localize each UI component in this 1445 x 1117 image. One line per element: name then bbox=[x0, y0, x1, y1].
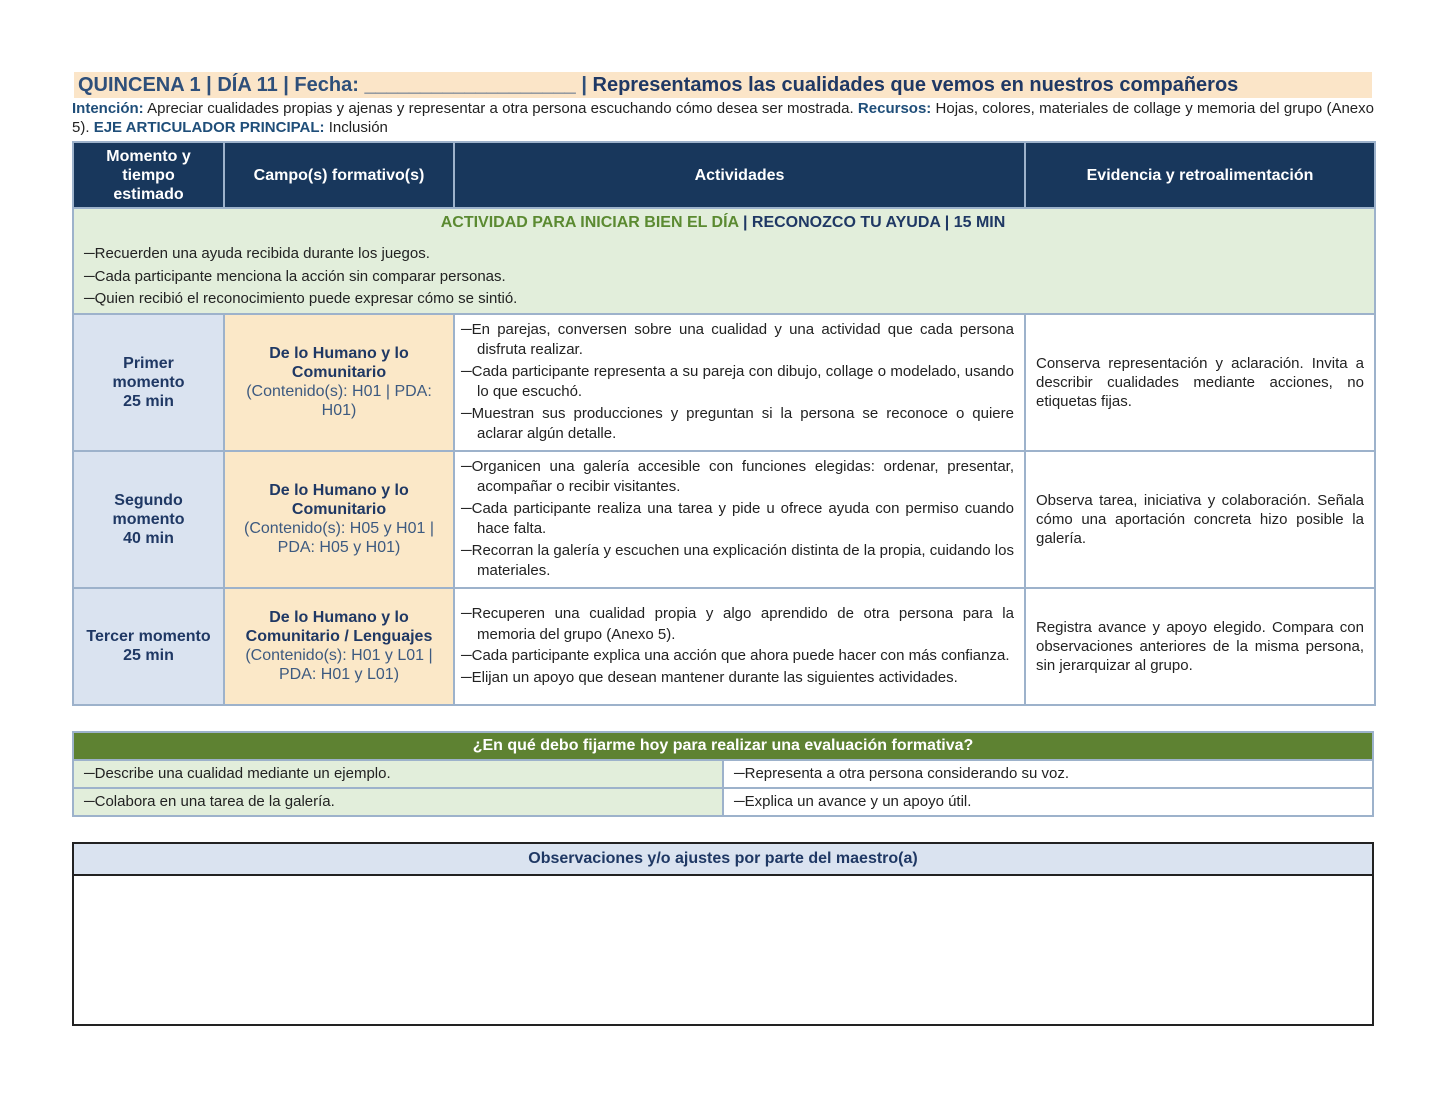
opening-row bbox=[73, 208, 1375, 314]
evaluation-item: ─Representa a otra persona considerando su voz. bbox=[723, 760, 1373, 788]
activity-item: ─Muestran sus producciones y preguntan si la persona se reconoce o quiere aclarar algún detalle. bbox=[461, 404, 1014, 442]
observations-title: Observaciones y/o ajustes por parte del maestro(a) bbox=[73, 843, 1373, 875]
intro-paragraph bbox=[72, 99, 1374, 137]
intencion-text: Apreciar cualidades propias y ajenas y representar a otra persona escuchando cómo desea ser mostrada. bbox=[143, 100, 858, 117]
header-evidencia: Evidencia y retroalimentación bbox=[1025, 142, 1375, 208]
eje-label: EJE ARTICULADOR PRINCIPAL: bbox=[93, 119, 325, 136]
campo-cell bbox=[224, 314, 454, 451]
title-main: Representamos las cualidades que vemos en nuestros compañeros bbox=[592, 74, 1239, 96]
moment-cell: Primer momento 25 min bbox=[73, 314, 224, 451]
opening-activity bbox=[73, 208, 1375, 314]
observations-body-row bbox=[73, 875, 1373, 1025]
activity-item: ─Cada participante explica una acción que ahora puede hacer con más confianza. bbox=[461, 647, 1010, 664]
evaluation-title: ¿En qué debo fijarme hoy para realizar una evaluación formativa? bbox=[73, 732, 1373, 760]
header-actividades: Actividades bbox=[454, 142, 1025, 208]
opening-line: ─Quien recibió el reconocimiento puede expresar cómo se sintió. bbox=[84, 290, 518, 307]
evaluation-row bbox=[73, 760, 1373, 788]
table-row bbox=[73, 588, 1375, 705]
evaluation-header-row bbox=[73, 732, 1373, 760]
recursos-label: Recursos: bbox=[857, 100, 932, 117]
opening-line: ─Recuerden una ayuda recibida durante los juegos. bbox=[84, 245, 430, 262]
eje-text: Inclusión bbox=[324, 119, 388, 136]
evidence-cell: Observa tarea, iniciativa y colaboración. Señala cómo una aportación concreta hizo posible la galería. bbox=[1025, 451, 1375, 588]
moment-cell: Tercer momento 25 min bbox=[73, 588, 224, 705]
evaluation-item: ─Colabora en una tarea de la galería. bbox=[73, 788, 723, 816]
opening-title-green: ACTIVIDAD PARA INICIAR BIEN EL DÍA bbox=[440, 214, 739, 231]
activities-cell bbox=[454, 451, 1025, 588]
activities-table bbox=[72, 141, 1376, 706]
table-row bbox=[73, 314, 1375, 451]
activity-item: ─Cada participante representa a su pareja con dibujo, collage o modelado, usando lo que escuchó. bbox=[461, 362, 1014, 400]
title-prefix: QUINCENA 1 | DÍA 11 | Fecha: ___________________ | bbox=[78, 74, 593, 96]
table-row bbox=[73, 451, 1375, 588]
intencion-label: Intención: bbox=[72, 100, 144, 117]
campo-name: De lo Humano y lo Comunitario / Lenguajes bbox=[245, 609, 433, 645]
activity-item: ─Elijan un apoyo que desean mantener durante las siguientes actividades. bbox=[461, 668, 958, 686]
observations-table bbox=[72, 842, 1374, 1026]
campo-cell bbox=[224, 451, 454, 588]
campo-name: De lo Humano y lo Comunitario bbox=[269, 482, 409, 518]
opening-title bbox=[84, 213, 1362, 233]
opening-line: ─Cada participante menciona la acción sin comparar personas. bbox=[84, 267, 506, 285]
observations-header-row bbox=[73, 843, 1373, 875]
campo-cell bbox=[224, 588, 454, 705]
activity-item: ─Recuperen una cualidad propia y algo aprendido de otra persona para la memoria del grupo (Anexo 5). bbox=[461, 605, 1014, 643]
header-campo: Campo(s) formativo(s) bbox=[224, 142, 454, 208]
activity-item: ─En parejas, conversen sobre una cualidad y una actividad que cada persona disfruta realizar. bbox=[461, 320, 1014, 358]
campo-name: De lo Humano y lo Comunitario bbox=[269, 345, 409, 381]
observations-text-area[interactable] bbox=[73, 875, 1373, 1025]
moment-cell: Segundo momento 40 min bbox=[73, 451, 224, 588]
evidence-cell: Registra avance y apoyo elegido. Compara con observaciones anteriores de la misma persona, sin jerarquizar al grupo. bbox=[1025, 588, 1375, 705]
activities-cell bbox=[454, 588, 1025, 705]
header-momento: Momento y tiempo estimado bbox=[73, 142, 224, 208]
table-header-row bbox=[73, 142, 1375, 208]
evaluation-item: ─Describe una cualidad mediante un ejemplo. bbox=[73, 760, 723, 788]
evaluation-item: ─Explica un avance y un apoyo útil. bbox=[723, 788, 1373, 816]
campo-content: (Contenido(s): H01 | PDA: H01) bbox=[246, 383, 432, 419]
evaluation-table bbox=[72, 731, 1374, 817]
activity-item: ─Cada participante realiza una tarea y pide u ofrece ayuda con permiso cuando hace falta. bbox=[461, 499, 1014, 537]
campo-content: (Contenido(s): H01 y L01 | PDA: H01 y L01) bbox=[245, 647, 433, 683]
activities-cell bbox=[454, 314, 1025, 451]
page-title bbox=[74, 72, 1372, 98]
activity-item: ─Recorran la galería y escuchen una explicación distinta de la propia, cuidando los materiales. bbox=[461, 541, 1014, 579]
evidence-cell: Conserva representación y aclaración. Invita a describir cualidades mediante acciones, no etiquetas fijas. bbox=[1025, 314, 1375, 451]
evaluation-row bbox=[73, 788, 1373, 816]
opening-title-blue: | RECONOZCO TU AYUDA | 15 MIN bbox=[738, 214, 1006, 231]
lesson-plan-page bbox=[72, 72, 1374, 1026]
activity-item: ─Organicen una galería accesible con funciones elegidas: ordenar, presentar, acompañar o recibir visitantes. bbox=[461, 457, 1014, 495]
recursos-text: Hojas, colores, materiales de collage y memoria del grupo (Anexo 5). bbox=[72, 100, 1374, 136]
campo-content: (Contenido(s): H05 y H01 | PDA: H05 y H01) bbox=[243, 520, 434, 556]
